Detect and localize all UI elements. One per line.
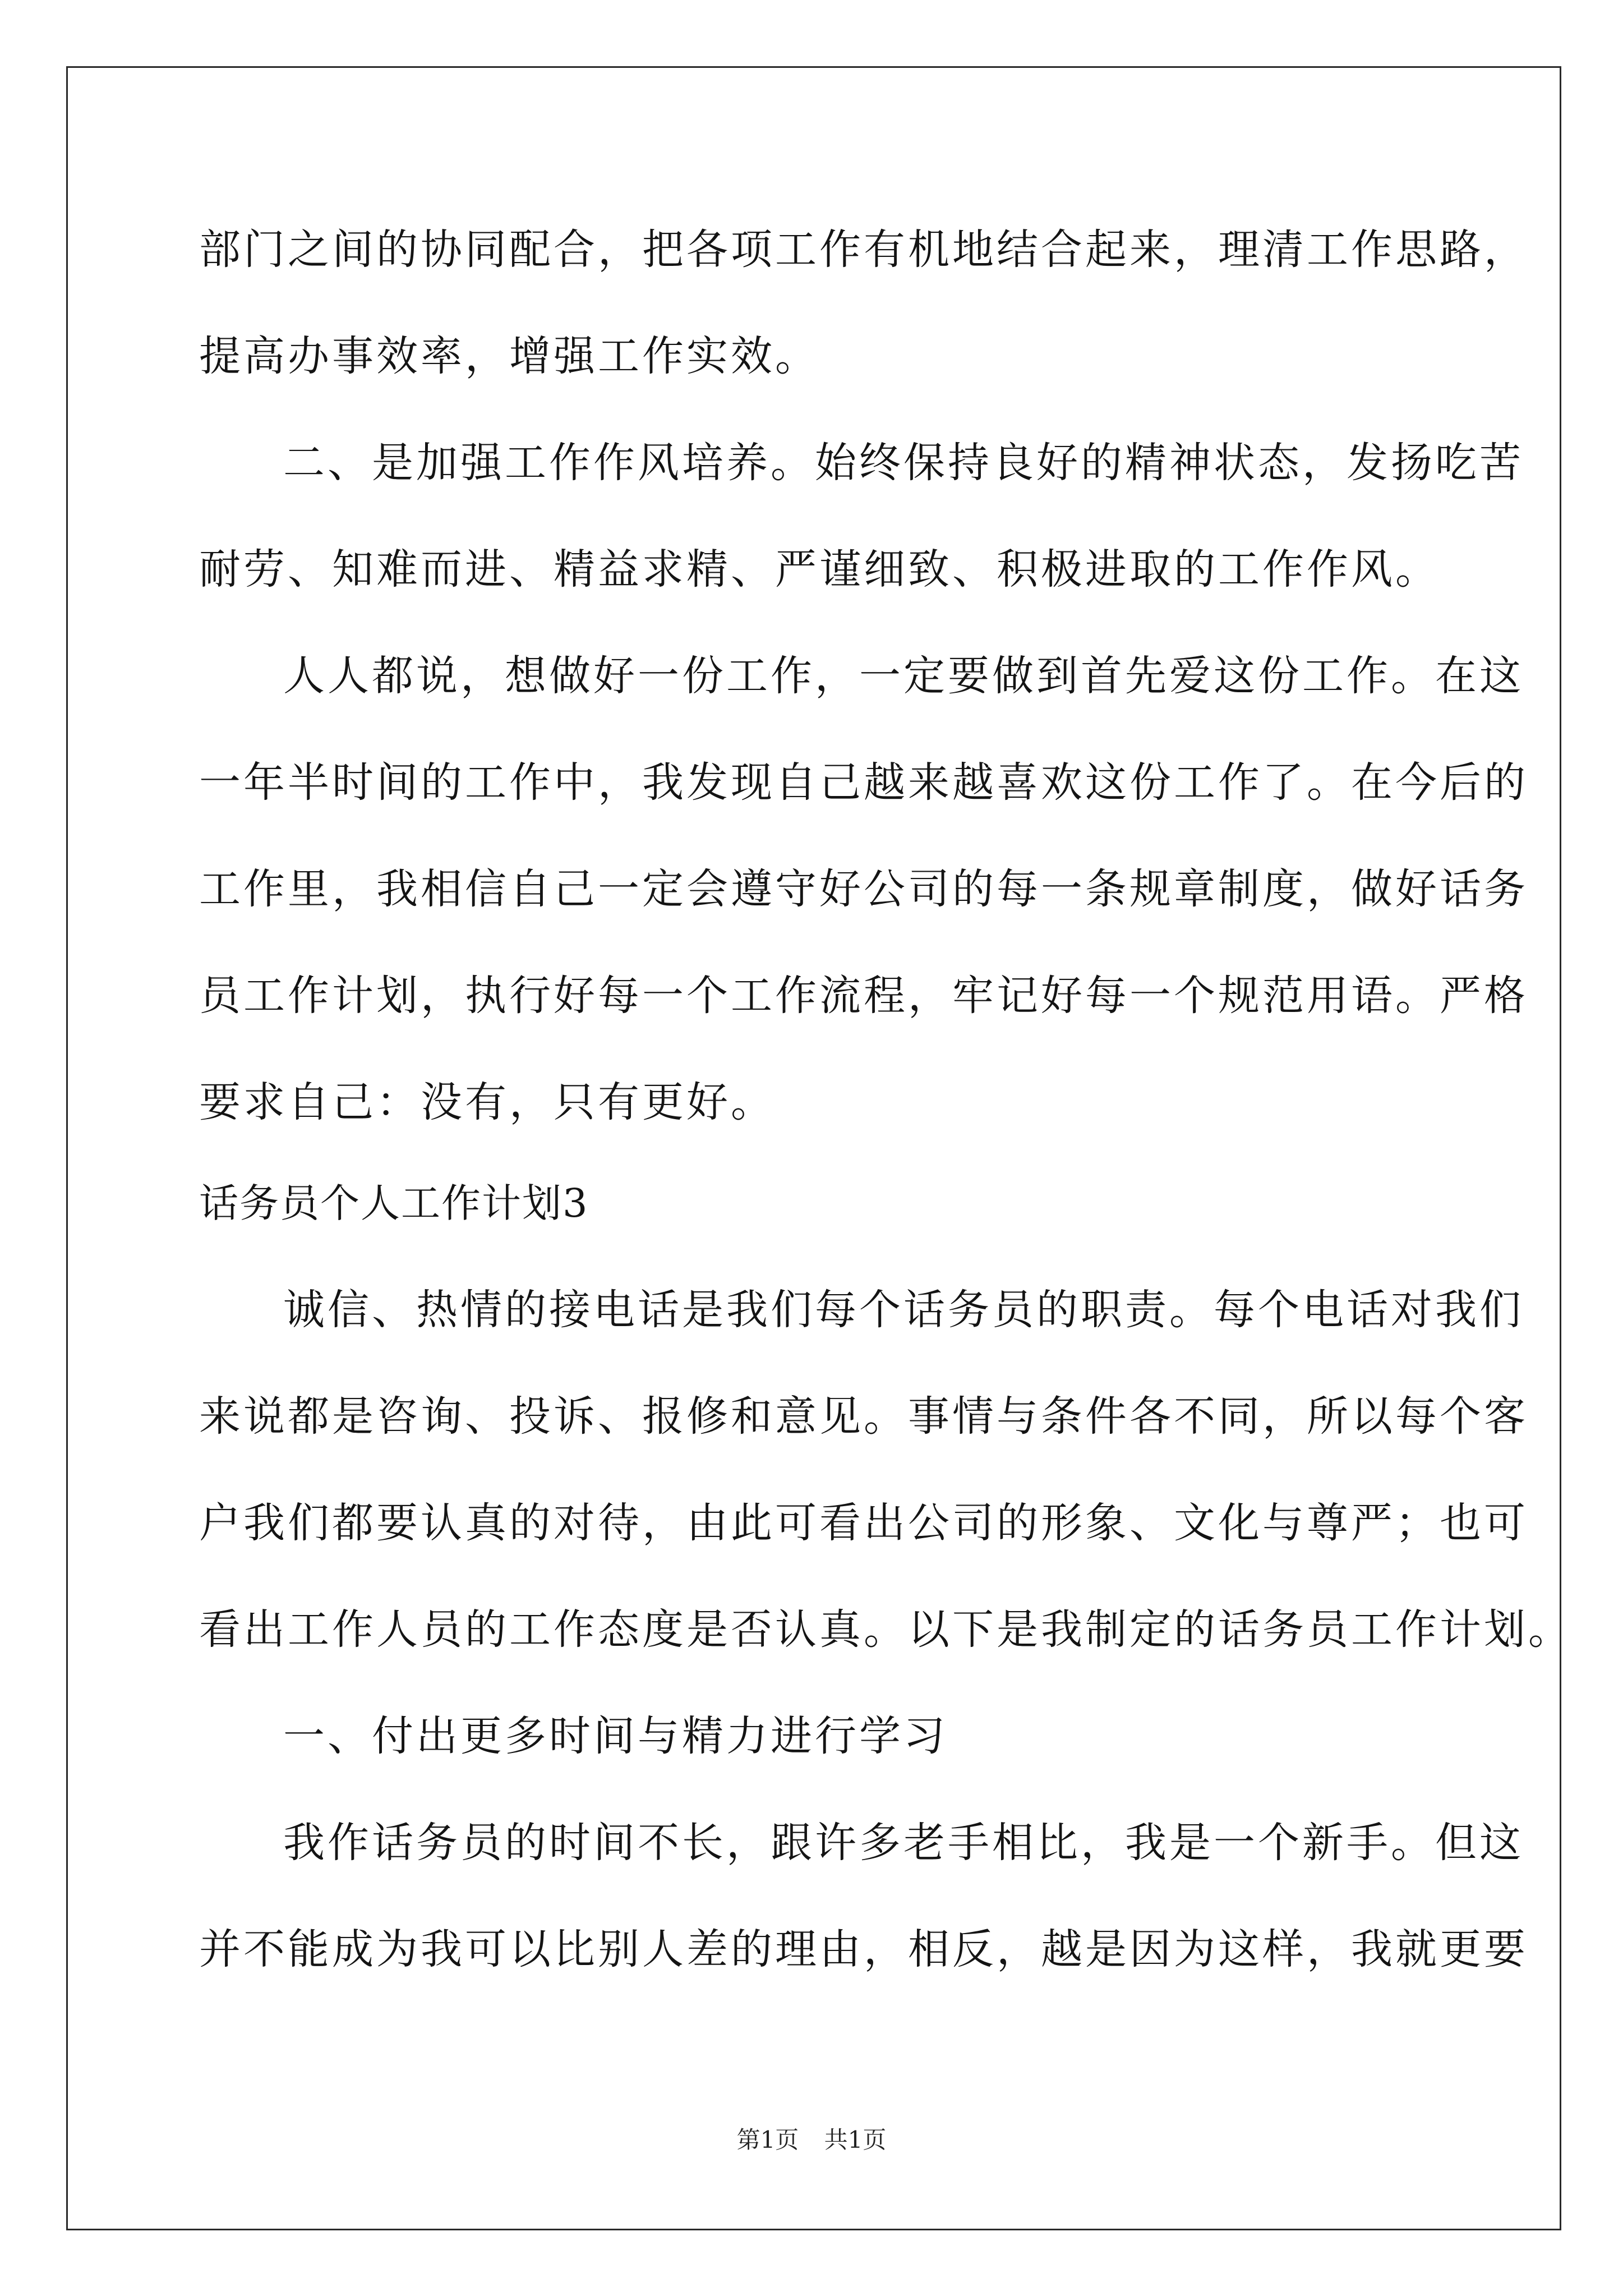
text-line: 耐劳、知难而进、精益求精、严谨细致、积极进取的工作作风。 [199, 545, 1440, 593]
page-total: 共1页 [824, 2126, 887, 2154]
subsection-heading: 一、付出更多时间与精力进行学习 [283, 1712, 948, 1760]
page-footer [0, 2123, 1623, 2157]
paragraph-first-line: 人人都说，想做好一份工作，一定要做到首先爱这份工作。在这 [283, 652, 1524, 700]
text-line: 看出工作人员的工作态度是否认真。以下是我制定的话务员工作计划。 [199, 1605, 1573, 1654]
text-line: 要求自己：没有，只有更好。 [199, 1078, 775, 1126]
text-line: 提高办事效率，增强工作实效。 [199, 332, 819, 380]
text-line: 员工作计划，执行好每一个工作流程，牢记好每一个规范用语。严格 [199, 972, 1528, 1020]
text-line: 一年半时间的工作中，我发现自己越来越喜欢这份工作了。在今后的 [199, 758, 1528, 807]
paragraph-first-line: 二、是加强工作作风培养。始终保持良好的精神状态，发扬吃苦 [283, 439, 1524, 487]
text-line: 部门之间的协同配合，把各项工作有机地结合起来，理清工作思路， [199, 226, 1528, 274]
page-number: 第1页 [736, 2126, 799, 2154]
text-line: 并不能成为我可以比别人差的理由，相反，越是因为这样，我就更要 [199, 1925, 1528, 1973]
text-line: 来说都是咨询、投诉、报修和意见。事情与条件各不同，所以每个客 [199, 1392, 1528, 1441]
page-border [66, 66, 1561, 2230]
text-line: 户我们都要认真的对待，由此可看出公司的形象、文化与尊严；也可 [199, 1499, 1528, 1547]
text-line: 工作里，我相信自己一定会遵守好公司的每一条规章制度，做好话务 [199, 865, 1528, 913]
section-heading: 话务员个人工作计划3 [199, 1180, 589, 1226]
paragraph-first-line: 诚信、热情的接电话是我们每个话务员的职责。每个电话对我们 [283, 1286, 1524, 1334]
paragraph-first-line: 我作话务员的时间不长，跟许多老手相比，我是一个新手。但这 [283, 1819, 1524, 1867]
